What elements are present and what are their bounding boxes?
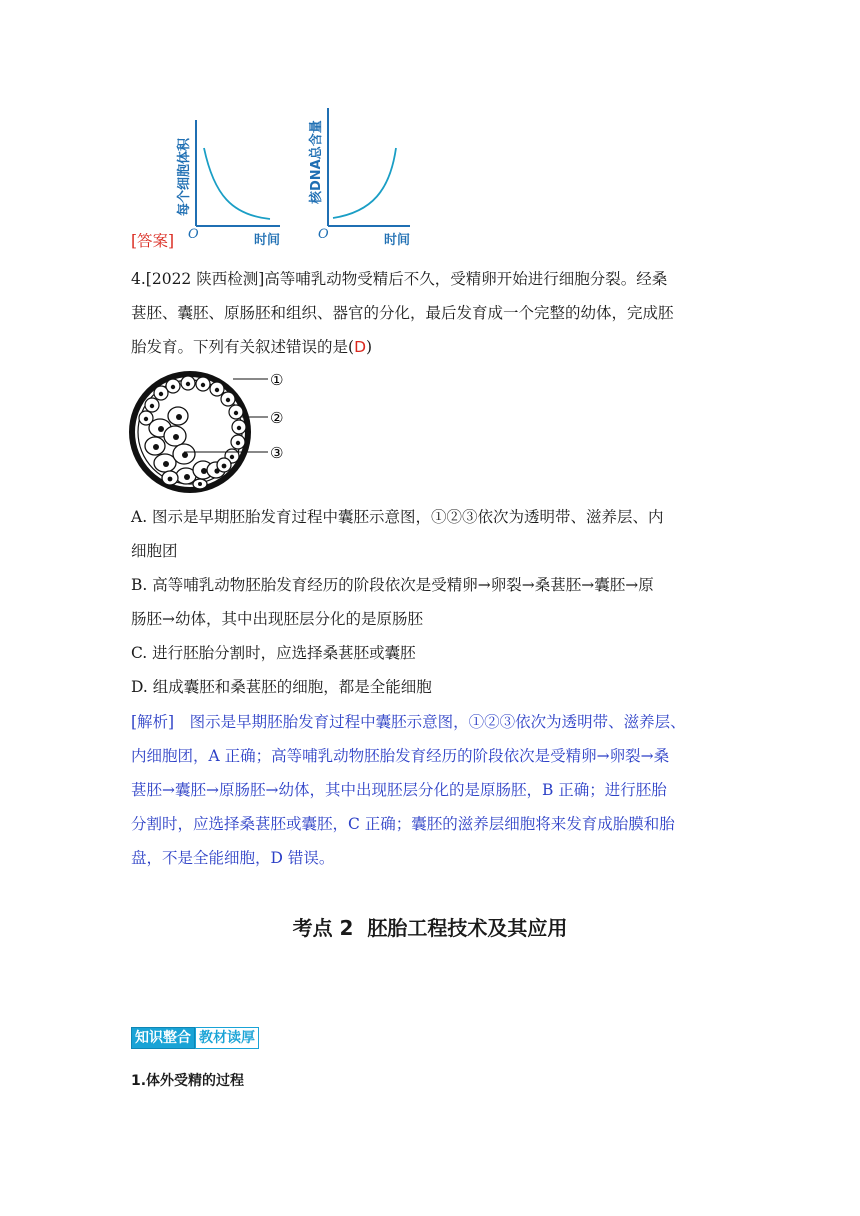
question-stem-3: 胎发育。下列有关叙述错误的是( [131, 338, 355, 356]
question4-line3 [131, 330, 372, 364]
blastocyst-figure [128, 370, 298, 496]
option-d: D. 组成囊胚和桑葚胚的细胞，都是全能细胞 [131, 678, 432, 696]
section-title: 考点 2 胚胎工程技术及其应用 [292, 916, 568, 940]
graph1-ylabel: 每个细胞体积 [177, 137, 192, 216]
label-3: ③ [270, 444, 284, 462]
analysis-line3: 葚胚→囊胚→原肠胚→幼体，其中出现胚层分化的是原肠胚，B 正确；进行胚胎 [131, 781, 667, 799]
graph1-xlabel: 时间 [254, 233, 281, 248]
graph1-origin: O [188, 227, 199, 242]
question-stem-3-end: ) [366, 338, 373, 356]
option-b-line1: B. 高等哺乳动物胚胎发育经历的阶段依次是受精卵→卵裂→桑葚胚→囊胚→原 [131, 576, 654, 594]
graph2-xlabel: 时间 [384, 233, 411, 248]
analysis-line4: 分割时，应选择桑葚胚或囊胚，C 正确；囊胚的滋养层细胞将来发育成胎膜和胎 [131, 815, 675, 833]
question-answer: D [354, 338, 366, 356]
question4-line1 [131, 262, 667, 296]
question-stem-1: 高等哺乳动物受精后不久，受精卵开始进行细胞分裂。经桑 [264, 270, 668, 288]
graph-cell-volume [176, 120, 280, 248]
graph2-ylabel: 核DNA总含量 [309, 120, 324, 204]
option-a-line1: A. 图示是早期胚胎发育过程中囊胚示意图，①②③依次为透明带、滋养层、内 [131, 508, 664, 526]
analysis-line2: 内细胞团，A 正确；高等哺乳动物胚胎发育经历的阶段依次是受精卵→卵裂→桑 [131, 747, 670, 765]
graph2-origin: O [318, 227, 329, 242]
label-1: ① [270, 371, 284, 389]
answer-label: [答案] [131, 232, 175, 250]
question-source: [2022 陕西检测] [145, 270, 265, 288]
question-number: 4. [131, 270, 146, 288]
tag-textbook: 教材读厚 [195, 1027, 259, 1049]
answer-graphs [150, 100, 450, 252]
option-a-line2: 细胞团 [131, 542, 178, 560]
dna-curve [333, 148, 396, 218]
volume-curve [204, 148, 270, 219]
question4-line2: 葚胚、囊胚、原肠胚和组织、器官的分化，最后发育成一个完整的幼体，完成胚 [131, 304, 674, 322]
graph-dna-content [308, 108, 410, 248]
analysis-line1: [解析] 图示是早期胚胎发育过程中囊胚示意图，①②③依次为透明带、滋养层、 [131, 713, 686, 731]
label-2: ② [270, 409, 284, 427]
analysis-line5: 盘，不是全能细胞，D 错误。 [131, 849, 335, 867]
option-c: C. 进行胚胎分割时，应选择桑葚胚或囊胚 [131, 644, 416, 662]
subheading: 1.体外受精的过程 [131, 1073, 245, 1089]
option-b-line2: 肠胚→幼体，其中出现胚层分化的是原肠胚 [131, 610, 423, 628]
tag-knowledge: 知识整合 [131, 1027, 195, 1049]
section-tag [131, 1027, 259, 1049]
